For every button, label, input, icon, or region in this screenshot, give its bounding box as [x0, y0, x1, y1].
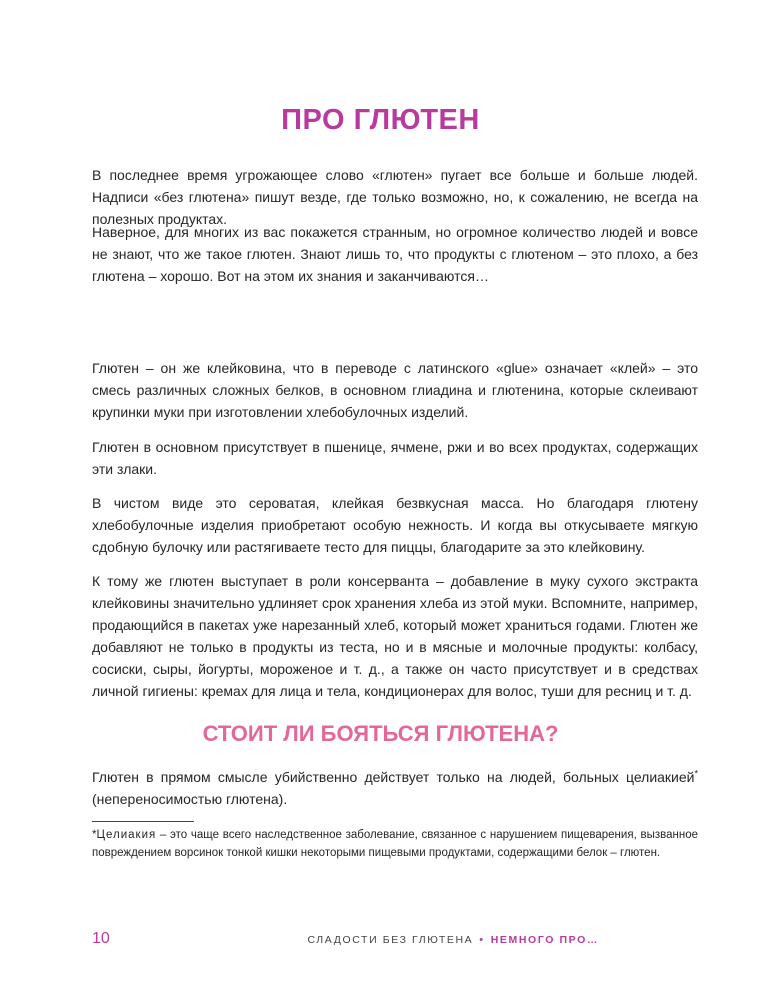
footnote-reference[interactable]: * [694, 768, 698, 779]
running-chapter-title: НЕМНОГО ПРО… [490, 934, 599, 946]
footnote [92, 826, 698, 862]
page-title: ПРО ГЛЮТЕН [281, 104, 480, 136]
body-paragraph-4: К тому же глютен выступает в роли консерванта – добавление в муку сухого экстракта клейковины значительно удлиняет срок хранения хлеба из этой муки. Вспомните, например, продающийся в пакетах уже нарезанный хлеб, который может храниться годами. Глютен же добавляют не только в продукты из теста, но и в мясные и молочные продукты: колбасу, сосиски, сыры, йогурты, мороженое и т. д., а также он часто присутствует и в средствах личной гигиены: кремах для лица и тела, кондиционерах для волос, туши для ресниц и т. д. [92, 573, 698, 699]
intro-paragraph-2: Наверное, для многих из вас покажется странным, но огромное количество людей и вовсе не знают, что же такое глютен. Знают лишь то, что продукты с глютеном – это плохо, а без глютена – хорошо. Вот на этом их знания и заканчиваются… [92, 224, 698, 284]
section2-text-before: Глютен в прямом смысле убийственно действует только на людей, больных целиакией [92, 769, 695, 785]
footnote-text: – это чаще всего наследственное заболевание, связанное с нарушением пищеварения, вызванное повреждением ворсинок тонкой кишки некоторыми пищевыми продуктами, содержащими белок – глютен. [92, 829, 698, 859]
body-paragraph-2: Глютен в основном присутствует в пшенице, ячмене, ржи и во всех продуктах, содержащих эти злаки. [92, 439, 698, 477]
body-paragraph-1: Глютен – он же клейковина, что в переводе с латинского «glue» означает «клей» – это смесь различных сложных белков, в основном глиадина и глютенина, которые склеивают крупинки муки при изготовлении хлебобулочных изделий. [92, 360, 698, 420]
footnote-term: Целиакия [96, 829, 157, 841]
footnote-divider [92, 821, 194, 822]
intro-paragraph-1: В последнее время угрожающее слово «глютен» пугает все больше и больше людей. Надписи «без глютена» пишут везде, где только возможно, но, к сожалению, не всегда на полезных продуктах. [92, 167, 698, 227]
bullet-icon: • [479, 934, 485, 946]
body-paragraph-3: В чистом виде это сероватая, клейкая безвкусная масса. Но благодаря глютену хлебобулочные изделия приобретают особую нежность. И когда вы откусываете мягкую сдобную булочку или растягиваете тесто для пиццы, благодарите за это клейковину. [92, 495, 698, 555]
page-number: 10 [92, 930, 110, 947]
section-heading: СТОИТ ЛИ БОЯТЬСЯ ГЛЮТЕНА? [202, 721, 559, 746]
footnote-mark: * [92, 829, 97, 841]
section2-paragraph [92, 766, 698, 810]
running-footer [307, 934, 599, 946]
section2-text-after: (непереносимостью глютена). [92, 791, 288, 807]
running-book-title: СЛАДОСТИ БЕЗ ГЛЮТЕНА [307, 934, 474, 946]
